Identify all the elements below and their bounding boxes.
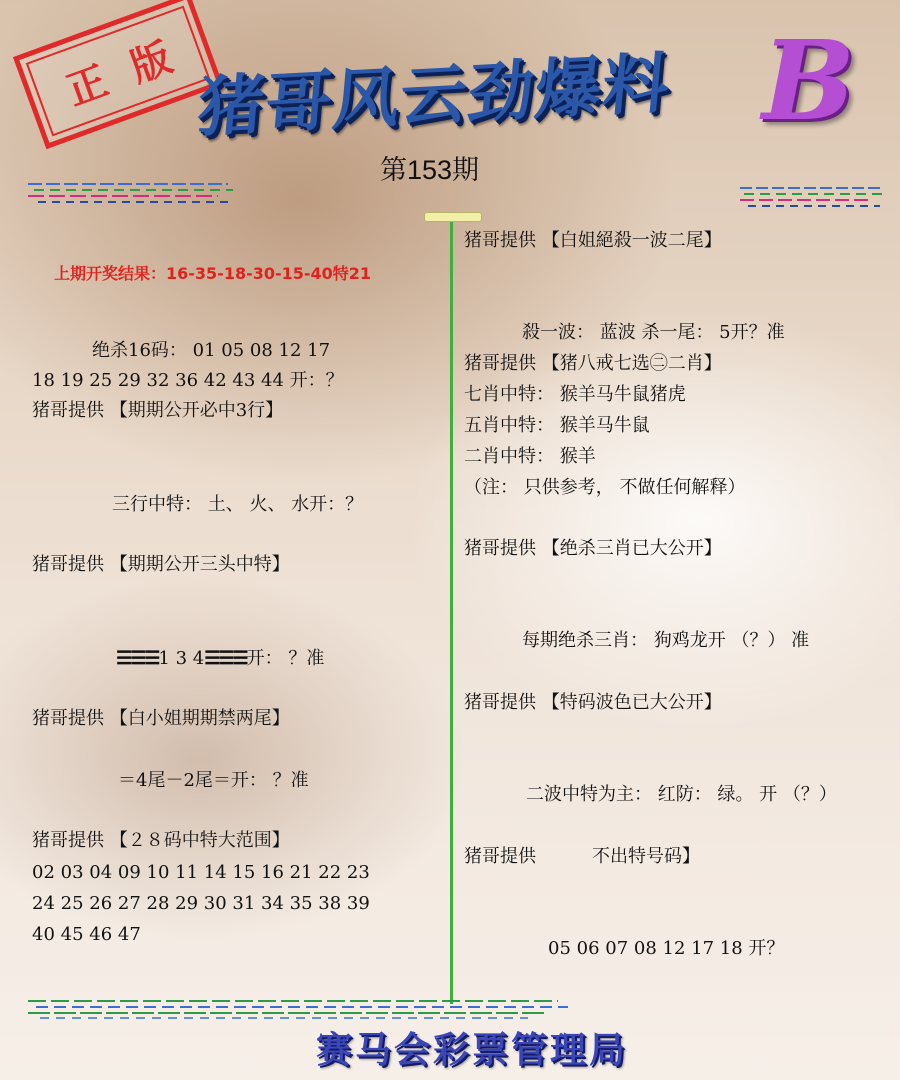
three-rows-pick: 三行中特： 土、 火、 水开：？	[112, 494, 364, 515]
tails-pick: ＝4尾－2尾＝开： ？准	[118, 770, 309, 791]
provide-label: 猪哥提供	[464, 846, 536, 867]
authentic-stamp	[13, 0, 223, 149]
page-title: 猪哥风云劲爆料	[194, 44, 674, 147]
section-heading: 猪哥提供 【猪八戒七选㊁二肖】	[464, 353, 722, 374]
section-heading: 猪哥提供 【绝杀三肖已大公开】	[464, 538, 722, 559]
edition-badge: B	[762, 16, 855, 145]
disclaimer-note: （注： 只供参考， 不做任何解释）	[464, 477, 746, 498]
section-heading: 猪哥提供 【白小姐期期禁两尾】	[32, 708, 290, 729]
kill-numbers-line1: 绝杀16码： 01 05 08 12 17	[92, 340, 331, 361]
section-heading: 猪哥提供 【白姐絕殺一波二尾】	[464, 230, 722, 251]
heads-digits: 1 3 4	[158, 648, 205, 669]
final-numbers: 05 06 07 08 12 17 18 开？	[548, 938, 785, 959]
heads-bars-right: ☰☰☰	[204, 648, 247, 669]
number-range-line2: 24 25 26 27 28 29 30 31 34 35 38 39	[32, 893, 370, 914]
heads-suffix: 开： ？准	[246, 648, 325, 669]
section-heading	[464, 844, 700, 870]
last-draw-result: 上期开奖结果：16-35-18-30-15-40特21	[54, 264, 372, 283]
issue-number: 第153期	[380, 155, 480, 185]
wave-color-pick: 二波中特为主： 红防： 绿。 开 （？）	[526, 784, 837, 805]
five-zodiac-pick: 五肖中特： 猴羊马牛鼠	[464, 415, 650, 436]
provide-text: 不出特号码】	[592, 846, 700, 867]
three-heads-pick	[116, 646, 324, 672]
column-divider	[450, 216, 453, 1004]
decorative-rule-right	[740, 184, 885, 210]
kill-numbers-line2: 18 19 25 29 32 36 42 43 44 开：？	[32, 370, 344, 391]
kill-three-zodiac: 每期绝杀三肖： 狗鸡龙开 （？） 准	[522, 630, 810, 651]
stamp-text: 正版	[60, 24, 205, 115]
heads-bars-left: ☰☰☰	[116, 648, 159, 669]
divider-cap	[424, 212, 482, 222]
seven-zodiac-pick: 七肖中特： 猴羊马牛鼠猪虎	[464, 384, 686, 405]
kill-wave-pick: 殺一波： 蓝波 杀一尾： 5开？准	[522, 322, 785, 343]
section-heading: 猪哥提供 【期期公开必中3行】	[32, 400, 284, 421]
section-heading: 猪哥提供 【２８码中特大范围】	[32, 830, 290, 851]
two-zodiac-pick: 二肖中特： 猴羊	[464, 446, 596, 467]
section-heading: 猪哥提供 【期期公开三头中特】	[32, 554, 290, 575]
decorative-rule-left	[28, 180, 233, 206]
number-range-line1: 02 03 04 09 10 11 14 15 16 21 22 23	[32, 862, 370, 883]
number-range-line3: 40 45 46 47	[32, 924, 141, 945]
decorative-rule-bottom	[28, 998, 568, 1020]
section-heading: 猪哥提供 【特码波色已大公开】	[464, 692, 722, 713]
publisher-footer: 赛马会彩票管理局	[316, 1030, 629, 1071]
